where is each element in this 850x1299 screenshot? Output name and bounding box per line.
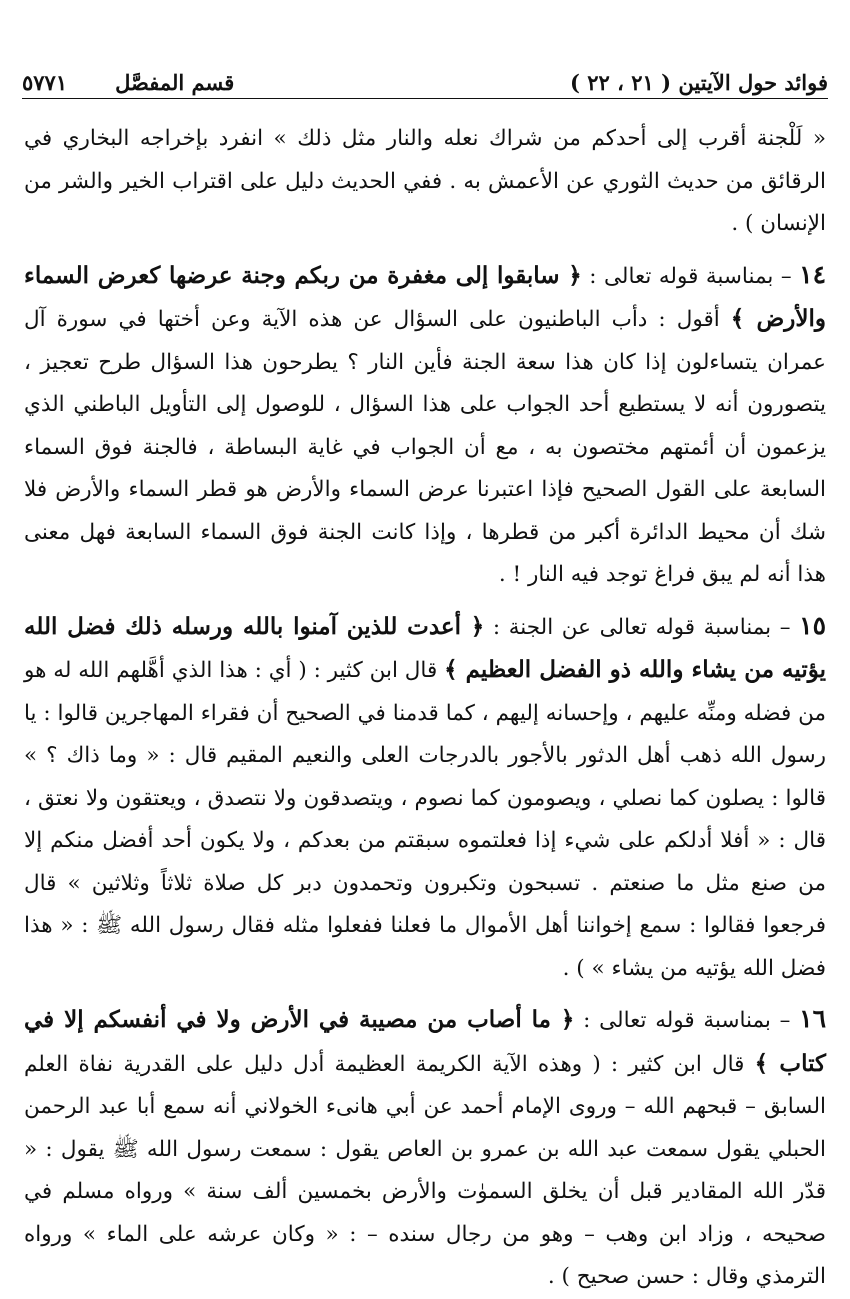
page-number: ٥٧٧١ [22, 70, 68, 95]
paragraph-16 [24, 998, 826, 1299]
header-divider [22, 98, 828, 99]
quran-verse: ﴿ ما أصاب من مصيبة في الأرض ولا في أنفسكم إلا في كتاب ﴾ [24, 1006, 826, 1077]
paragraph-text: أقول : دأب الباطنيون على السؤال عن هذه الآية وعن أختها في سورة آل عمران يتساءلون إذا كان هذا سعة الجنة فأين النار ؟ يطرحون هذا السؤال طرح تعجيز ، يتصورون أنه لا يستطيع أحد الجواب على هذا السؤال ، للوصول إلى التأويل الباطني الذي يزعمون أن أئمتهم مختصون به ، مع أن الجواب في غاية البساطة ، فالجنة فوق السماء السابعة على القول الصحيح فإذا اعتبرنا عرض السماء والأرض هو قطر السماء والأرض فلا شك أن محيط الدائرة أكبر من قطرها ، وإذا كانت الجنة فوق السماء السابعة فهل معنى هذا أنه لم يبق فراغ توجد فيه النار ! . [24, 307, 826, 587]
running-header [22, 55, 828, 95]
paragraph-text: قال ابن كثير : ( أي : هذا الذي أهَّلهم الله له هو من فضله ومنِّه عليهم ، وإحسانه إليهم ، كما قدمنا في الصحيح أن فقراء المهاجرين قالوا : يا رسول الله ذهب أهل الدثور بالأجور بالدرجات العلى والنعيم المقيم قال : « وما ذاك ؟ » قالوا : يصلون كما نصلي ، ويصومون كما نصوم ، ويتصدقون ولا نتصدق ، ويعتقون ولا نعتق ، قال : « أفلا أدلكم على شيء إذا فعلتموه سبقتم من بعدكم ، ولا يكون أحد أفضل منكم إلا من صنع مثل ما صنعتم . تسبحون وتكبرون وتحمدون دبر كل صلاة ثلاثاً وثلاثين » قال فرجعوا فقالوا : سمع إخواننا أهل الأموال ما فعلنا ففعلوا مثله فقال رسول الله ﷺ : « هذا فضل الله يؤتيه من يشاء » ) . [24, 658, 826, 981]
paragraph-number: ١٤ [799, 259, 826, 289]
paragraph-continuation [24, 118, 826, 246]
page-body [24, 118, 826, 1299]
paragraph-number: ١٦ [799, 1004, 827, 1033]
paragraph-lead: – بمناسبة قوله تعالى : [581, 263, 800, 289]
header-meta [22, 70, 234, 95]
paragraph-14 [24, 254, 826, 597]
quran-verse: ﴿ سابقوا إلى مغفرة من ربكم وجنة عرضها كعرض السماء والأرض ﴾ [24, 261, 826, 332]
paragraph-text: « لَلْجنة أقرب إلى أحدكم من شراك نعله والنار مثل ذلك » انفرد بإخراجه البخاري في الرقائق من حديث الثوري عن الأعمش به . ففي الحديث دليل على اقتراب الخير والشر من الإنسان ) . [24, 126, 826, 236]
header-title: فوائد حول الآيتين ( ٢١ ، ٢٢ ) [570, 70, 828, 95]
paragraph-lead: – بمناسبة قوله تعالى : [574, 1008, 800, 1033]
paragraph-number: ١٥ [799, 610, 826, 640]
paragraph-lead: – بمناسبة قوله تعالى عن الجنة : [484, 614, 800, 640]
quran-verse: ﴿ أعدت للذين آمنوا بالله ورسله ذلك فضل الله يؤتيه من يشاء والله ذو الفضل العظيم ﴾ [24, 612, 827, 683]
paragraph-15 [24, 605, 826, 991]
paragraph-text: قال ابن كثير : ( وهذه الآية الكريمة العظيمة أدل دليل على القدرية نفاة العلم السابق – قبحهم الله – وروى الإمام أحمد عن أبي هانىء الخولاني أنه سمع أبا عبد الرحمن الحبلي يقول سمعت عبد الله بن عمرو بن العاص يقول : سمعت رسول الله ﷺ يقول : « قدّر الله المقادير قبل أن يخلق السموٰت والأرض بخمسين ألف سنة » ورواه مسلم في صحيحه ، وزاد ابن وهب – وهو من رجال سنده – : « وكان عرشه على الماء » ورواه الترمذي وقال : حسن صحيح ) . [24, 1051, 826, 1289]
header-section: قسم المفصَّل [115, 70, 235, 95]
